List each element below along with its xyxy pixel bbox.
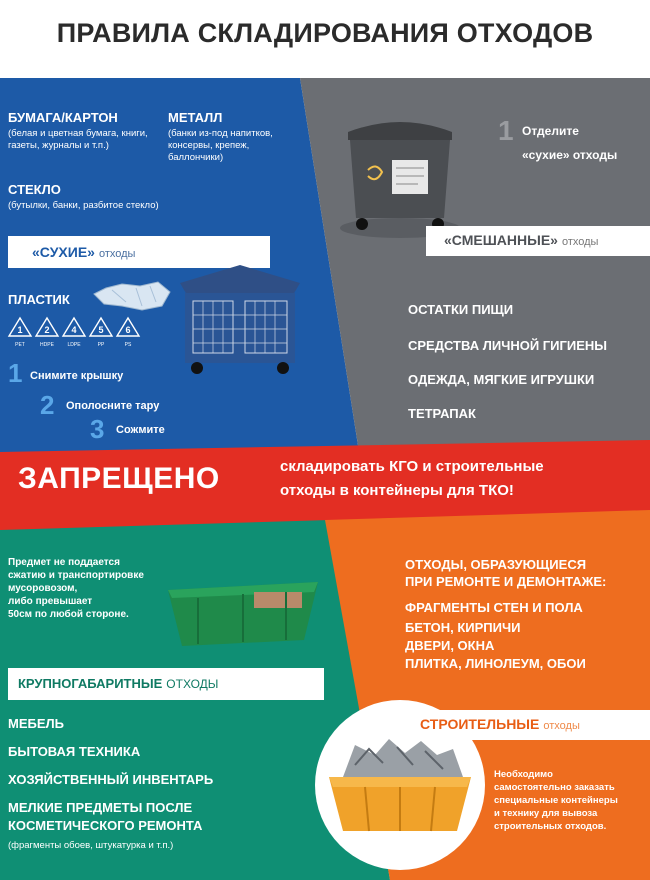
recycle-code-name: PS — [124, 342, 132, 348]
page-title: ПРАВИЛА СКЛАДИРОВАНИЯ ОТХОДОВ — [56, 18, 594, 48]
dry-step-3-text: Сожмите — [116, 424, 165, 436]
recycle-code-number: 5 — [98, 325, 104, 335]
bulky-item-appliances: БЫТОВАЯ ТЕХНИКА — [8, 744, 141, 759]
bulky-note-line: 50см по любой стороне. — [8, 609, 129, 620]
bulky-badge-sub: ОТХОДЫ — [166, 677, 219, 691]
dry-container-icon — [175, 265, 305, 375]
construction-heading-line2: ПРИ РЕМОНТЕ И ДЕМОНТАЖЕ: — [405, 574, 607, 589]
bulky-container-icon — [168, 582, 318, 662]
glass-note: (бутылки, банки, разбитое стекло) — [8, 200, 159, 211]
mixed-waste-badge — [426, 226, 650, 256]
plastic-bottle-icon — [92, 276, 172, 316]
construction-heading — [405, 556, 606, 590]
bulky-badge-main: КРУПНОГАБАРИТНЫЕ — [18, 676, 163, 691]
construction-item-doors: ДВЕРИ, ОКНА — [405, 638, 495, 653]
construction-skip-icon — [325, 735, 475, 845]
recycle-code-name: PP — [97, 342, 105, 348]
bulky-footnote: (фрагменты обоев, штукатурка и т.п.) — [8, 840, 174, 851]
recycle-code-name: HDPE — [40, 342, 54, 348]
recycle-code-name: PET — [15, 342, 25, 348]
recycle-code-number: 4 — [71, 325, 77, 335]
mixed-step-number: 1 — [498, 115, 514, 146]
bulky-note-line: Предмет не поддается — [8, 557, 120, 568]
forbidden-line2: отходы в контейнеры для ТКО! — [280, 482, 514, 499]
recycle-code-number: 6 — [125, 325, 131, 335]
plastic-label: ПЛАСТИК — [8, 292, 70, 307]
bulky-note-line: либо превышает — [8, 596, 93, 607]
bulky-waste-badge — [8, 668, 324, 700]
bulky-note-line: мусоровозом, — [8, 583, 78, 594]
dry-badge-sub: отходы — [98, 248, 136, 260]
mixed-container-icon — [340, 110, 460, 240]
dry-waste-badge — [8, 236, 270, 268]
construction-note-line: и технику для вывоза — [494, 808, 598, 819]
forbidden-line1: складировать КГО и строительные — [280, 458, 544, 475]
glass-label: СТЕКЛО — [8, 182, 61, 197]
mixed-item-tetrapak: ТЕТРАПАК — [408, 406, 476, 421]
construction-item-tiles: ПЛИТКА, ЛИНОЛЕУМ, ОБОИ — [405, 656, 586, 671]
construction-note-line: Необходимо — [494, 769, 553, 780]
mixed-badge-main: «СМЕШАННЫЕ» — [444, 232, 558, 248]
construction-heading-line1: ОТХОДЫ, ОБРАЗУЮЩИЕСЯ — [405, 557, 587, 572]
mixed-item-hygiene: СРЕДСТВА ЛИЧНОЙ ГИГИЕНЫ — [408, 338, 608, 353]
dry-step-2-text: Ополосните тару — [66, 400, 160, 412]
construction-badge-main: СТРОИТЕЛЬНЫЕ — [420, 716, 540, 732]
construction-note-line: самостоятельно заказать — [494, 782, 615, 793]
mixed-step-line2: «сухие» отходы — [522, 148, 618, 162]
construction-note — [494, 768, 618, 833]
dry-step-1-number: 1 — [8, 358, 23, 388]
construction-note-line: специальные контейнеры — [494, 795, 618, 806]
construction-item-concrete: БЕТОН, КИРПИЧИ — [405, 620, 521, 635]
construction-item-walls: ФРАГМЕНТЫ СТЕН И ПОЛА — [405, 600, 583, 615]
mixed-step-line1: Отделите — [522, 124, 579, 138]
mixed-item-clothes: ОДЕЖДА, МЯГКИЕ ИГРУШКИ — [408, 372, 595, 387]
dry-step-3-number: 3 — [90, 414, 105, 444]
dry-step-2-number: 2 — [40, 390, 55, 420]
dry-step-1-text: Снимите крышку — [30, 370, 124, 382]
glass-category — [8, 182, 228, 212]
bulky-item-small-items-2: КОСМЕТИЧЕСКОГО РЕМОНТА — [8, 818, 203, 833]
bulky-note-line: сжатию и транспортировке — [8, 570, 144, 581]
construction-badge-sub: отходы — [543, 720, 580, 732]
bulky-note — [8, 556, 144, 621]
recycle-code-number: 2 — [44, 325, 50, 335]
dry-badge-main: «СУХИЕ» — [32, 244, 95, 260]
mixed-item-food: ОСТАТКИ ПИЩИ — [408, 302, 514, 317]
mixed-badge-sub: отходы — [561, 236, 599, 248]
metal-category — [168, 110, 288, 164]
metal-label: МЕТАЛЛ — [168, 110, 223, 125]
paper-note: (белая и цветная бумага, книги, газеты, журналы и т.п.) — [8, 128, 148, 151]
paper-category — [8, 110, 158, 152]
recycle-codes — [8, 316, 148, 350]
construction-note-line: строительных отходов. — [494, 821, 607, 832]
metal-note: (банки из-под напитков, консервы, крепеж, баллончики) — [168, 128, 273, 163]
recycle-code-number: 1 — [17, 325, 23, 335]
forbidden-title: ЗАПРЕЩЕНО — [18, 462, 220, 495]
paper-label: БУМАГА/КАРТОН — [8, 110, 118, 125]
recycle-code-name: LDPE — [67, 342, 81, 348]
bulky-item-small-items: МЕЛКИЕ ПРЕДМЕТЫ ПОСЛЕ — [8, 800, 193, 815]
bulky-item-household: ХОЗЯЙСТВЕННЫЙ ИНВЕНТАРЬ — [8, 772, 214, 787]
bulky-item-furniture: МЕБЕЛЬ — [8, 716, 64, 731]
